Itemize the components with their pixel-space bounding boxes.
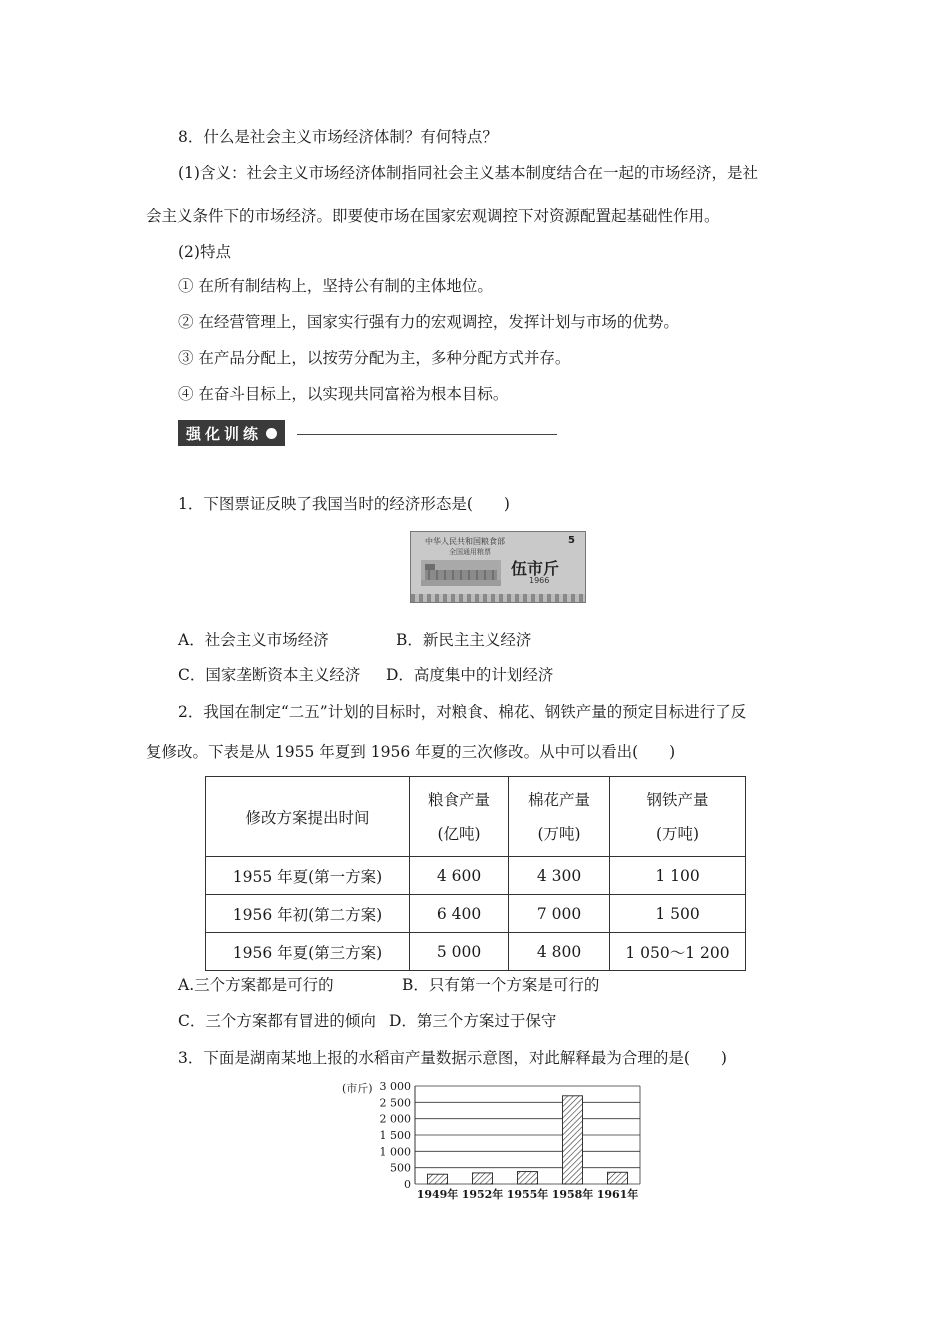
header-cotton: 棉花产量 (万吨) xyxy=(509,777,610,857)
q1-option-a: A．社会主义市场经济 xyxy=(178,631,329,649)
ticket-subtitle: 全国通用粮票 xyxy=(449,548,491,556)
table-cell: 1956 年初(第二方案) xyxy=(206,895,410,933)
question-2-stem-line-1: 2．我国在制定“二五”计划的目标时，对粮食、棉花、钢铁产量的预定目标进行了反 xyxy=(178,703,747,721)
dam-illustration-icon xyxy=(421,560,501,586)
ticket-denomination: 5 xyxy=(568,535,575,546)
definition-line-1: (1)含义：社会主义市场经济体制指同社会主义基本制度结合在一起的市场经济，是社 xyxy=(178,164,758,182)
table-cell: 7 000 xyxy=(509,895,610,933)
y-tick-label: 2 000 xyxy=(379,1112,411,1126)
x-axis-ticks xyxy=(417,1187,639,1201)
table-cell: 1 500 xyxy=(610,895,746,933)
question-3-stem: 3．下面是湖南某地上报的水稻亩产量数据示意图，对此解释最为合理的是( ) xyxy=(178,1049,727,1067)
ticket-year: 1966 xyxy=(529,576,550,585)
bar-1955年 xyxy=(518,1172,538,1184)
feature-item-2: ② 在经营管理上，国家实行强有力的宏观调控，发挥计划与市场的优势。 xyxy=(178,313,679,331)
table-cell: 1 100 xyxy=(610,857,746,895)
question-2-stem-line-2: 复修改。下表是从 1955 年夏到 1956 年夏的三次修改。从中可以看出( ) xyxy=(146,743,676,761)
table-cell: 1 050～1 200 xyxy=(610,933,746,971)
rice-yield-chart xyxy=(340,1080,650,1204)
y-tick-label: 1 500 xyxy=(379,1129,411,1142)
ticket-issuer: 中华人民共和国粮食部 xyxy=(425,537,505,546)
table-cell: 5 000 xyxy=(410,933,509,971)
x-tick-label: 1949年 xyxy=(416,1188,459,1201)
q2-option-a: A.三个方案都是可行的 xyxy=(178,976,334,994)
x-tick-label: 1958年 xyxy=(551,1188,594,1201)
table-row xyxy=(206,895,746,933)
x-tick-label: 1955年 xyxy=(506,1188,549,1201)
table-cell: 4 800 xyxy=(509,933,610,971)
ticket-border-strip xyxy=(411,594,585,602)
table-header-row xyxy=(206,777,746,857)
q2-option-d: D．第三个方案过于保守 xyxy=(389,1012,557,1030)
header-time: 修改方案提出时间 xyxy=(206,777,410,857)
definition-line-2: 会主义条件下的市场经济。即要使市场在国家宏观调控下对资源配置起基础性作用。 xyxy=(146,207,720,225)
banner-label: 强化训练 xyxy=(186,424,263,443)
bar-1958年 xyxy=(563,1096,583,1184)
y-tick-label: 0 xyxy=(404,1178,411,1191)
y-axis-ticks xyxy=(380,1080,412,1191)
bullet-dot-icon xyxy=(266,428,277,439)
table-cell: 4 600 xyxy=(410,857,509,895)
feature-item-4: ④ 在奋斗目标上，以实现共同富裕为根本目标。 xyxy=(178,385,509,403)
table-cell: 6 400 xyxy=(410,895,509,933)
table-cell: 1955 年夏(第一方案) xyxy=(206,857,410,895)
section-banner xyxy=(178,420,285,446)
features-heading: (2)特点 xyxy=(178,243,231,261)
q1-option-b: B．新民主主义经济 xyxy=(396,631,532,649)
banner-rule xyxy=(297,434,557,435)
x-tick-label: 1952年 xyxy=(461,1188,504,1201)
q2-option-b: B．只有第一个方案是可行的 xyxy=(402,976,600,994)
q1-option-c: C．国家垄断资本主义经济 xyxy=(178,666,361,684)
chart-grid xyxy=(415,1086,640,1184)
question-8-title: 8．什么是社会主义市场经济体制？有何特点？ xyxy=(178,128,498,146)
question-1-stem: 1．下图票证反映了我国当时的经济形态是( ) xyxy=(178,495,510,513)
y-tick-label: 3 000 xyxy=(379,1080,411,1093)
x-tick-label: 1961年 xyxy=(596,1188,639,1201)
table-cell: 1956 年夏(第三方案) xyxy=(206,933,410,971)
y-tick-label: 500 xyxy=(390,1161,411,1175)
bar-1949年 xyxy=(428,1174,448,1184)
grain-ticket-image xyxy=(410,531,586,603)
header-grain: 粮食产量 (亿吨) xyxy=(410,777,509,857)
q1-option-d: D．高度集中的计划经济 xyxy=(386,666,554,684)
table-cell: 4 300 xyxy=(509,857,610,895)
header-steel: 钢铁产量 (万吨) xyxy=(610,777,746,857)
table-row xyxy=(206,933,746,971)
y-tick-label: 2 500 xyxy=(379,1096,411,1110)
table-row xyxy=(206,857,746,895)
plan-revision-table xyxy=(205,776,746,971)
bar-1961年 xyxy=(608,1172,628,1184)
q2-option-c: C．三个方案都有冒进的倾向 xyxy=(178,1012,376,1030)
y-tick-label: 1 000 xyxy=(379,1145,411,1159)
chart-bars xyxy=(428,1096,628,1184)
bar-1952年 xyxy=(473,1173,493,1184)
ticket-amount: 伍市斤 xyxy=(511,559,560,578)
feature-item-1: ① 在所有制结构上，坚持公有制的主体地位。 xyxy=(178,277,493,295)
feature-item-3: ③ 在产品分配上，以按劳分配为主，多种分配方式并存。 xyxy=(178,349,571,367)
y-axis-label: (市斤) xyxy=(342,1082,373,1095)
